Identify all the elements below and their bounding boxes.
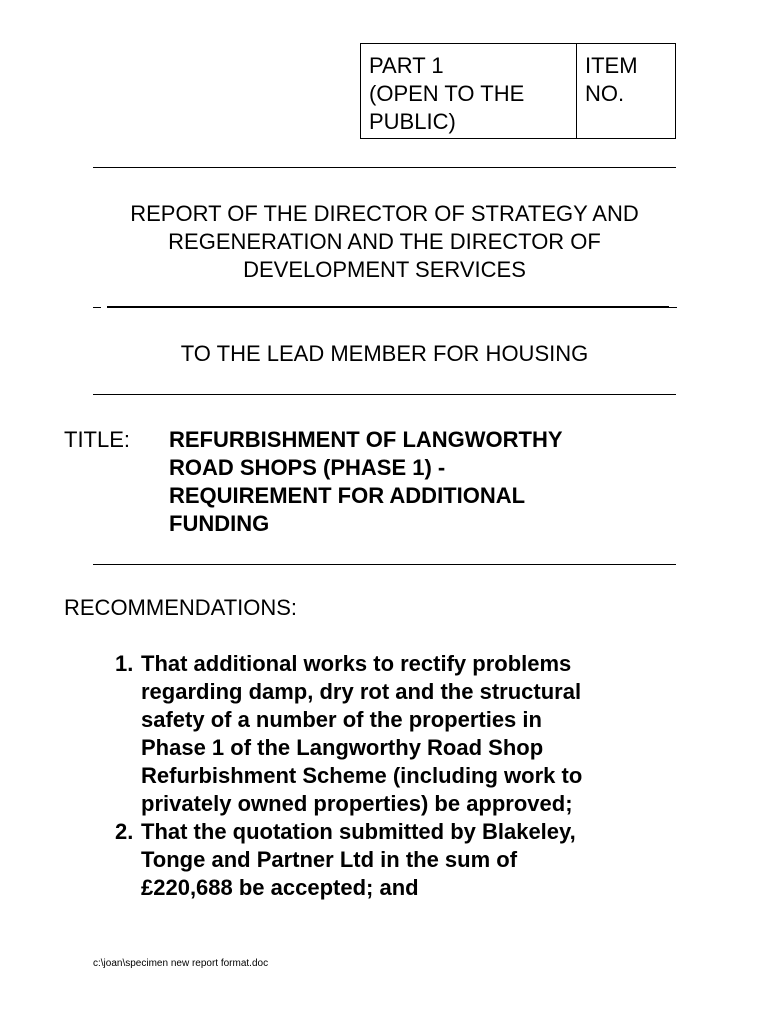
footer-file-path: c:\joan\specimen new report format.doc [93, 958, 269, 969]
item-number-label: ITEM NO. [585, 53, 638, 106]
recommendation-item [115, 650, 675, 818]
divider-line-tick [93, 307, 101, 308]
divider-line [93, 564, 676, 565]
part-item-box [360, 43, 676, 139]
recommendation-text: That the quotation submitted by Blakeley, Tonge and Partner Ltd in the sum of £220,688 be accepted; and [141, 819, 576, 900]
report-title: REPORT OF THE DIRECTOR OF STRATEGY AND REGENERATION AND THE DIRECTOR OF DEVELOPMENT SERVICES [130, 201, 639, 282]
recommendation-text: That additional works to rectify problems regarding damp, dry rot and the structural safety of a number of the properties in Phase 1 of the Langworthy Road Shop Refurbishment Scheme (including work to privately owned properties) be approved; [141, 651, 583, 816]
recommendation-number: 1. [115, 651, 134, 676]
recommendations-list [115, 650, 675, 902]
part-label: PART 1 (OPEN TO THE PUBLIC) [361, 44, 577, 138]
recommendation-number: 2. [115, 819, 134, 844]
title-label: TITLE: [64, 427, 131, 452]
divider-line [93, 394, 676, 395]
recommendations-heading: RECOMMENDATIONS: [64, 595, 298, 620]
title-text: REFURBISHMENT OF LANGWORTHY ROAD SHOPS (PHASE 1) - REQUIREMENT FOR ADDITIONAL FUNDING [169, 427, 563, 536]
divider-line [93, 167, 676, 168]
recommendation-item [115, 818, 675, 902]
report-recipient: TO THE LEAD MEMBER FOR HOUSING [180, 341, 589, 366]
divider-line-tick [669, 307, 677, 308]
divider-line-thick [107, 306, 669, 308]
